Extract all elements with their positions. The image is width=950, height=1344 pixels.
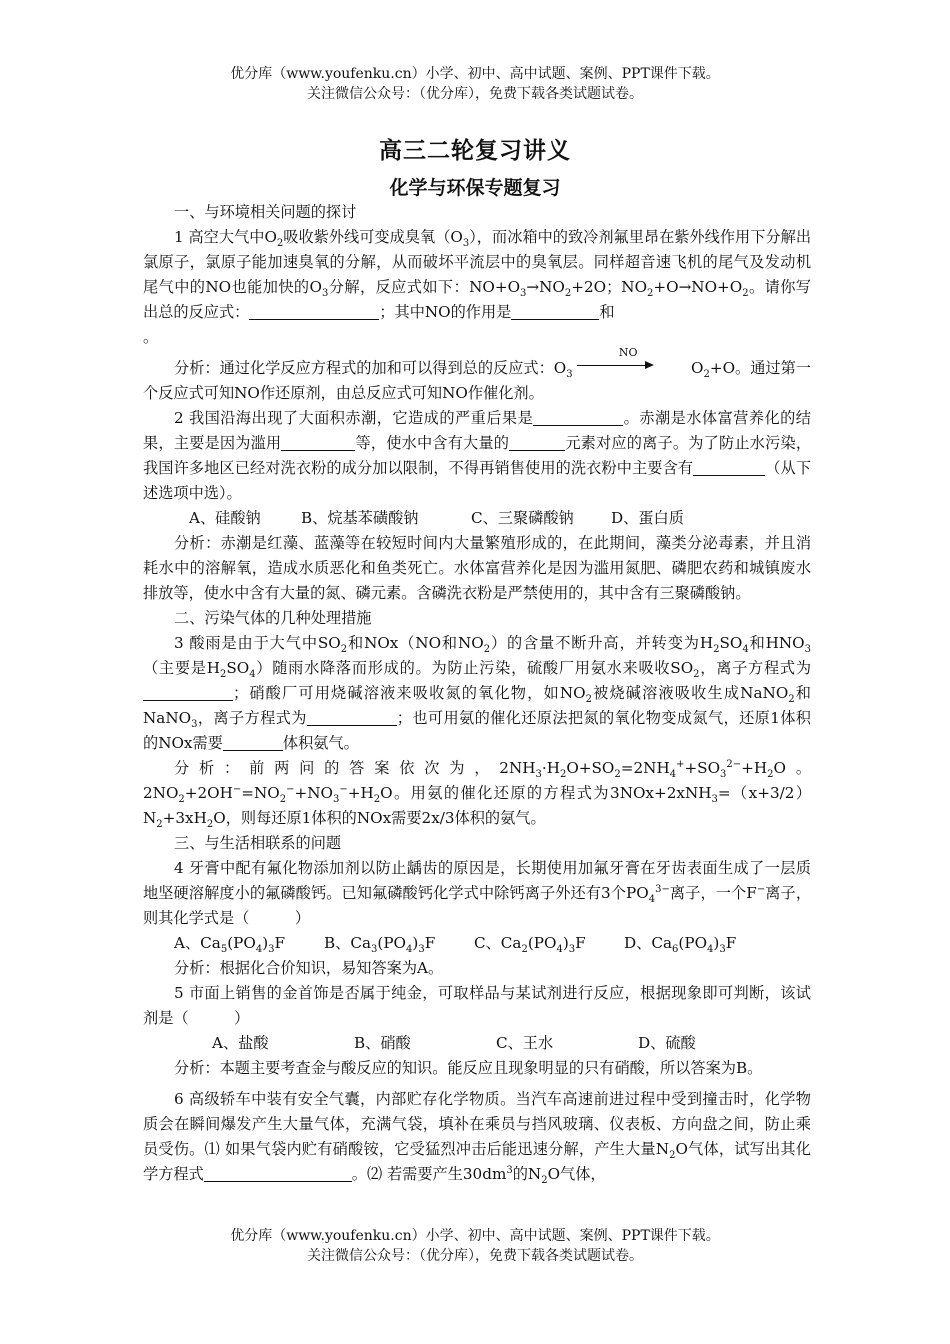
question-4-analysis: 分析：根据化合价知识，易知答案为A。: [174, 959, 444, 977]
answer-blank[interactable]: [143, 684, 233, 701]
answer-blank[interactable]: [223, 734, 283, 751]
page-header: [0, 64, 950, 104]
question-4-options: [143, 931, 811, 956]
question-5-options: [143, 1031, 811, 1056]
option-d[interactable]: D、硫酸: [638, 1034, 696, 1052]
section-heading-2: 二、污染气体的几种处理措施: [174, 609, 372, 627]
option-c[interactable]: C、$Ca_2(PO_4)_3F$: [474, 934, 586, 956]
question-1: 1 高空大气中$O_2$吸收紫外线可变成臭氧$(O_3)$，而冰箱中的致冷剂氟里昂在紫外线作用下分解出氯原子，氯原子能加速臭氧的分解，从而破坏平流层中的臭氧层。同样超音速飞机的尾气及发动机尾气中的NO也能加快的$O_3$分解，反应式如下：$NO+O_3\to NO_2+2O$；$NO_2+O\to NO+O_2$。请你写出总的反应式： ；其中NO的作用是 和 。: [143, 228, 812, 346]
answer-blank[interactable]: [249, 303, 379, 320]
option-b[interactable]: B、烷基苯磺酸钠: [301, 509, 419, 527]
question-2: 2 我国沿海出现了大面积赤潮，它造成的严重后果是 。赤潮是水体富营养化的结果，主要是因为滥用 等，使水中含有大量的 元素对应的离子。为了防止水污染，我国许多地区已经对洗衣粉的成分加以限制，不得再销售使用的洗衣粉中主要含有 （从下述选项中选）。: [143, 409, 812, 502]
option-d[interactable]: D、蛋白质: [611, 509, 684, 527]
reaction-arrow-icon: NO: [577, 359, 657, 373]
question-3-analysis: 分析：前两问的答案依次为，$2NH_3\cdot H_2O+SO_2=2NH_4^++SO_3^{2-}+H_2O$。$2NO_2+2OH^-=NO_2^-+NO_3^-+H_2O$。用氨的催化还原的方程式为$3NOx+2xNH_3=(x+3/2)N_2+3xH_2O$，则每还原1体积的NOx需要2x/3体积的氨气。: [143, 758, 812, 831]
option-b[interactable]: B、$Ca_3(PO_4)_3F$: [324, 934, 436, 956]
answer-blank[interactable]: [509, 434, 565, 451]
option-c[interactable]: C、王水: [496, 1034, 554, 1052]
question-3: 3 酸雨是由于大气中$SO_2$和NOx（NO和$NO_2$）的含量不断升高，并转变为$H_2SO_4$和$HNO_3$（主要是$H_2SO_4$）随雨水降落而形成的。为防止污染，硫酸厂用氨水来吸收$SO_2$，离子方程式为；硝酸厂可用烧碱溶液来吸收氮的氧化物，如$NO_2$被烧碱溶液吸收生成NaNO$_2$和NaNO$_3$，离子方程式为 ；也可用氨的催化还原法把氮的氧化物变成氮气，还原1体积的NOx需要 体积氨气。: [143, 634, 812, 752]
document-subtitle: 化学与环保专题复习: [389, 177, 561, 199]
section-heading-1: 一、与环境相关问题的探讨: [174, 203, 357, 221]
option-d[interactable]: D、$Ca_6(PO_4)_3F$: [624, 934, 737, 956]
document-title: 高三二轮复习讲义: [379, 137, 571, 164]
option-c[interactable]: C、三聚磷酸钠: [471, 509, 574, 527]
section-heading-3: 三、与生活相联系的问题: [174, 834, 342, 852]
footer-line-2: 关注微信公众号：（优分库），免费下载各类试题试卷。: [307, 1248, 643, 1264]
header-line-1: 优分库（www.youfenku.cn）小学、初中、高中试题、案例、PPT课件下载。: [230, 66, 720, 82]
document-body: [143, 200, 811, 1187]
page-footer: [0, 1226, 950, 1266]
question-6: 6 高级轿车中装有安全气囊，内部贮存化学物质。当汽车高速前进过程中受到撞击时，化学物质会在瞬间爆发产生大量气体，充满气袋，填补在乘员与挡风玻璃、仪表板、方向盘之间，防止乘员受伤。⑴ 如果气袋内贮有硝酸铵，它受猛烈冲击后能迅速分解，产生大量$N_2O$气体，试写出其化学方程式 。⑵ 若需要产生$30dm^3$的$N_2O$气体，: [143, 1090, 811, 1187]
footer-line-1: 优分库（www.youfenku.cn）小学、初中、高中试题、案例、PPT课件下载。: [230, 1228, 720, 1244]
question-2-analysis: 分析：赤潮是红藻、蓝藻等在较短时间内大量繁殖形成的，在此期间，藻类分泌毒素，并且消耗水中的溶解氧，造成水质恶化和鱼类死亡。水体富营养化是因为滥用氮肥、磷肥农药和城镇废水排放等，使水中含有大量的氮、磷元素。含磷洗衣粉是严禁使用的，其中含有三聚磷酸钠。: [143, 534, 811, 602]
question-2-options: [143, 506, 811, 531]
question-5: 5 市面上销售的金首饰是否属于纯金，可取样品与某试剂进行反应，根据现象即可判断，该试剂是（ ）: [143, 984, 811, 1027]
answer-blank[interactable]: [533, 409, 623, 426]
question-5-analysis: 分析：本题主要考查金与酸反应的知识。能反应且现象明显的只有硝酸，所以答案为B。: [174, 1059, 763, 1077]
option-a[interactable]: A、$Ca_5(PO_4)_3F$: [174, 934, 286, 956]
option-a[interactable]: A、硅酸钠: [189, 509, 261, 527]
answer-blank[interactable]: [281, 434, 355, 451]
answer-blank[interactable]: [693, 459, 765, 476]
header-line-2: 关注微信公众号：（优分库），免费下载各类试题试卷。: [307, 86, 643, 102]
answer-blank[interactable]: [511, 303, 599, 320]
question-1-analysis: 分析：通过化学反应方程式的加和可以得到总的反应式：$O_3$ NO $O_2+O$。通过第一个反应式可知NO作还原剂，由总反应式可知NO作催化剂。: [143, 346, 811, 402]
question-4: 4 牙膏中配有氟化物添加剂以防止龋齿的原因是，长期使用加氟牙膏在牙齿表面生成了一层质地坚硬溶解度小的氟磷酸钙。已知氟磷酸钙化学式中除钙离子外还有3个$PO_4^{3-}$离子，一个F−离子，则其化学式是（ ）: [143, 859, 812, 927]
answer-blank[interactable]: [204, 1165, 352, 1182]
option-b[interactable]: B、硝酸: [354, 1034, 411, 1052]
answer-blank[interactable]: [307, 709, 397, 726]
option-a[interactable]: A、盐酸: [212, 1034, 269, 1052]
